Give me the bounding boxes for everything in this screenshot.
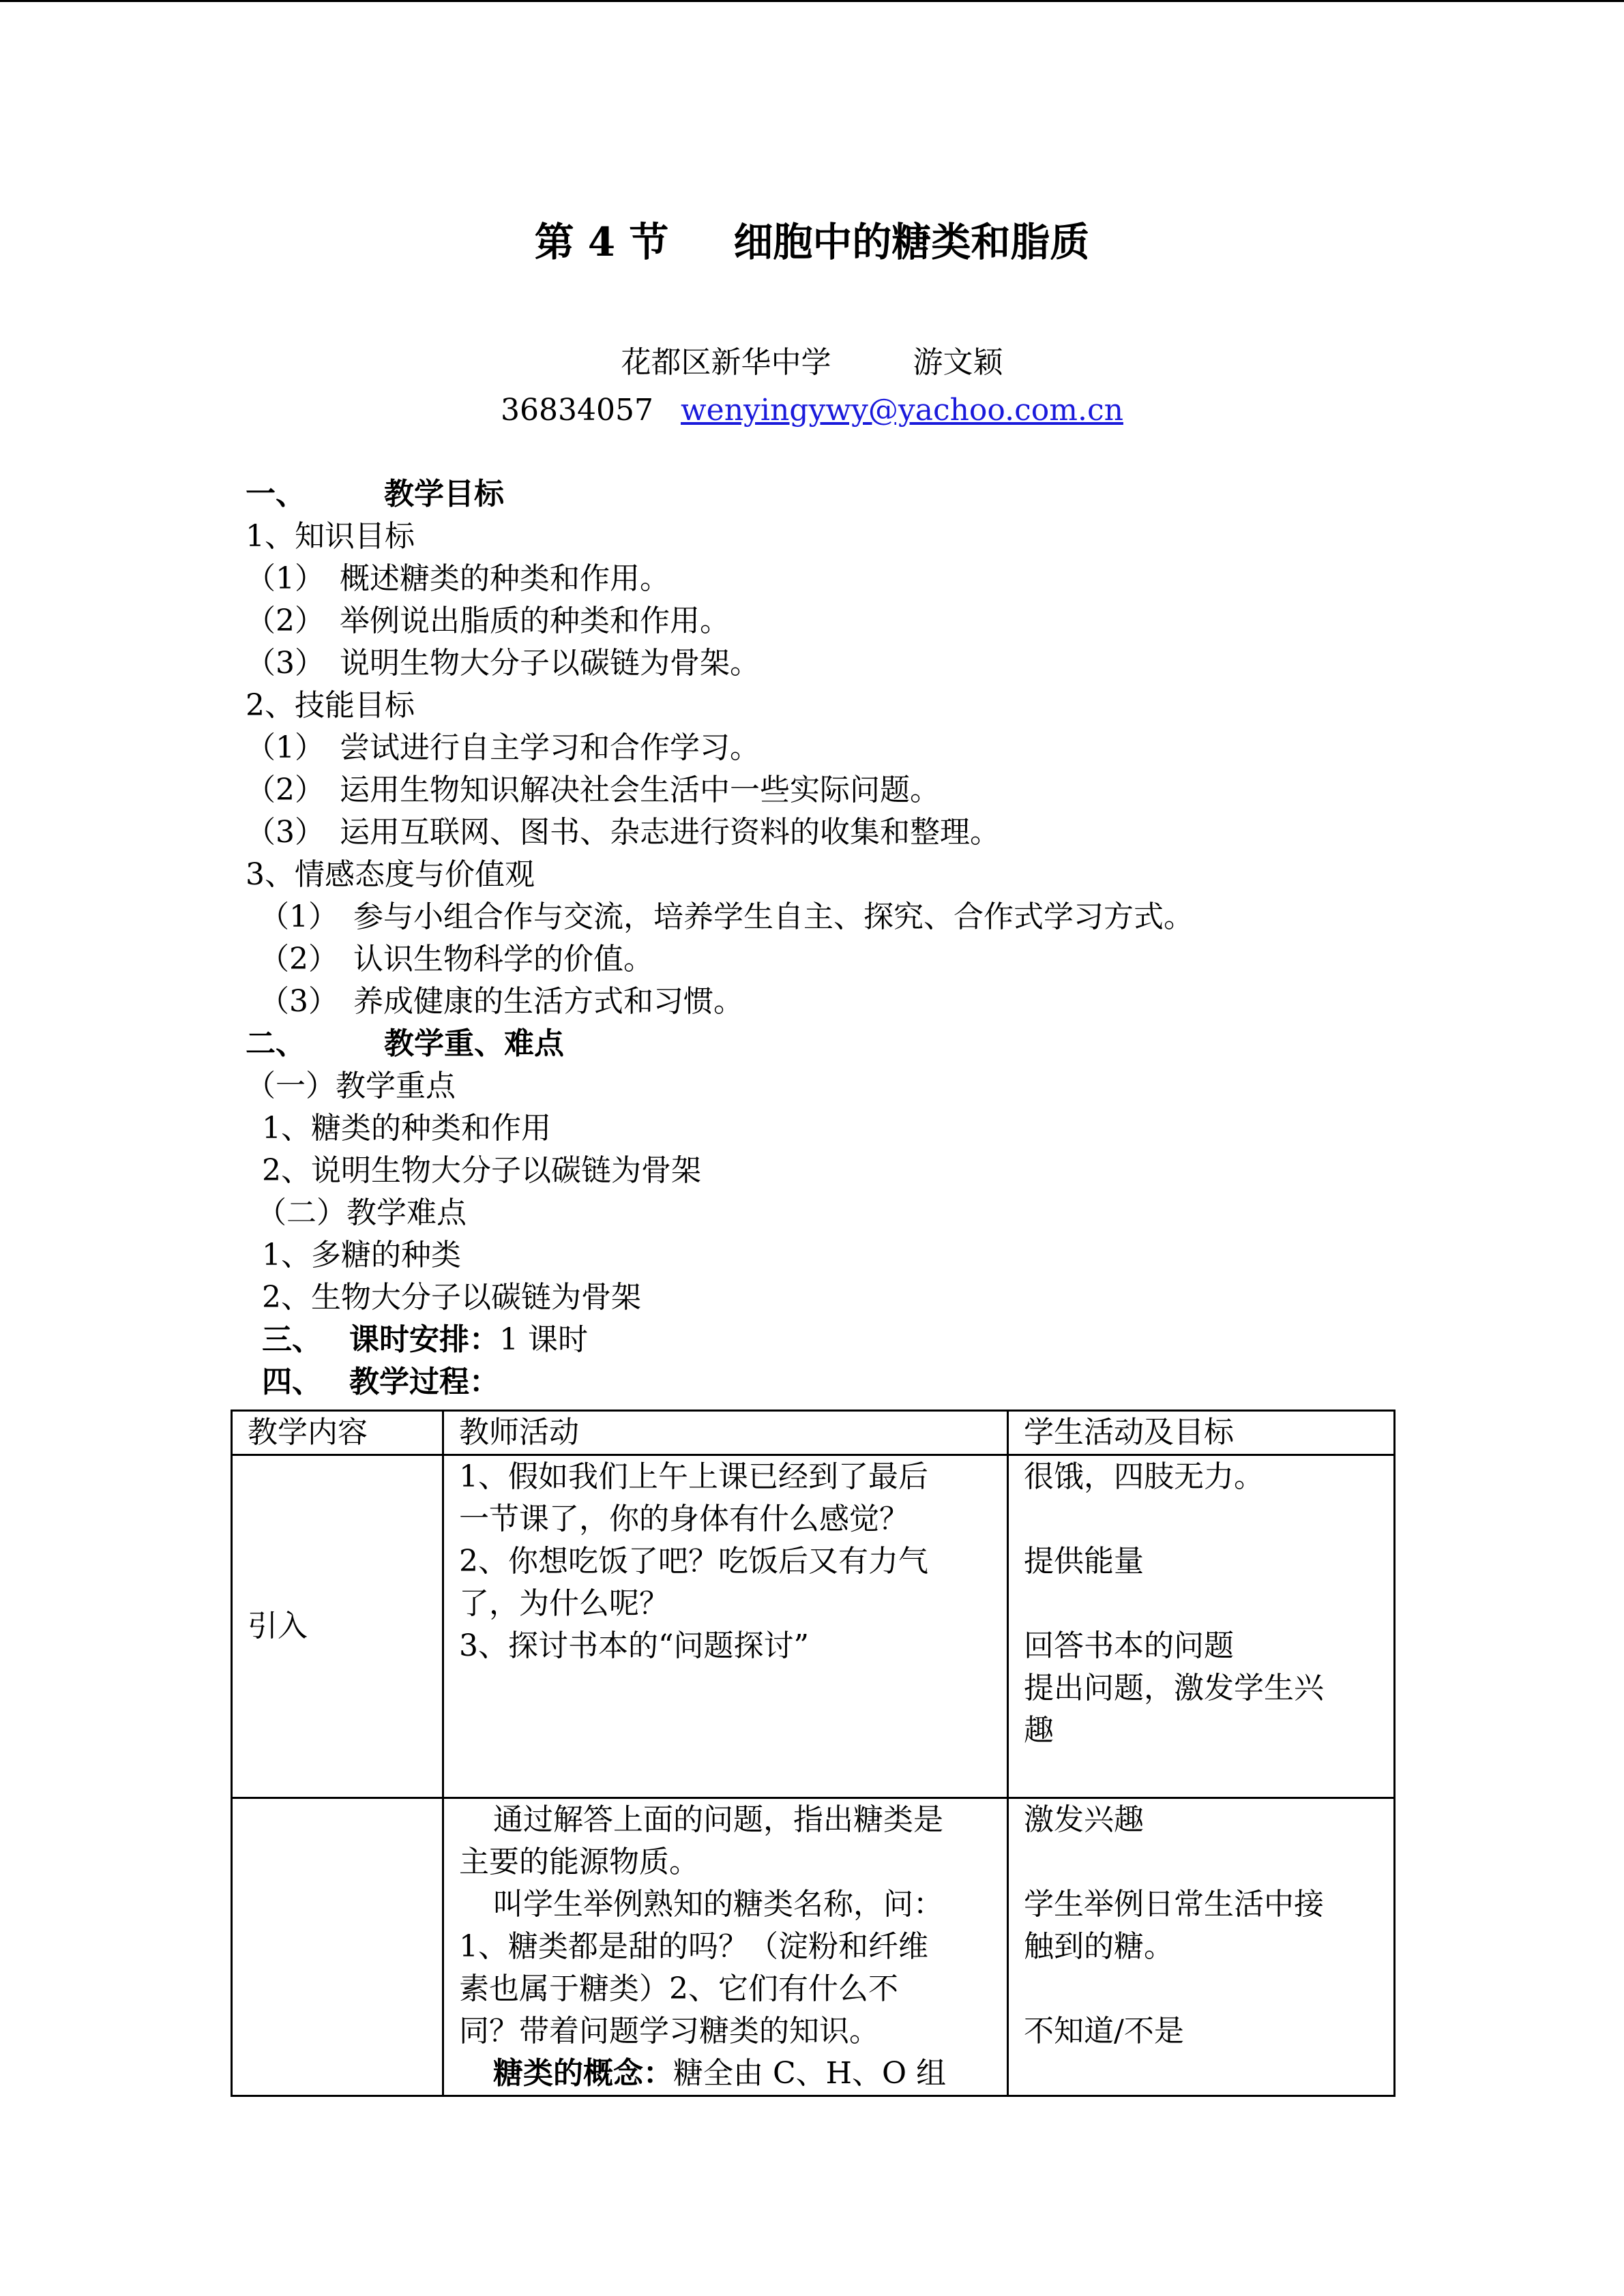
teaching-process-table <box>231 1410 1396 2097</box>
content-cell <box>232 1798 443 2096</box>
title-section-number: 第 4 节 <box>534 219 669 265</box>
section-title: 教学过程： <box>349 1365 499 1399</box>
list-item: 1、多糖的种类 <box>262 1238 461 1272</box>
author-phone: 36834057 <box>501 393 653 428</box>
author-email-link[interactable]: wenyingywy@yachoo.com.cn <box>681 393 1123 428</box>
subheading-skill: 2、技能目标 <box>246 688 415 723</box>
subheading-difficult: （二）教学难点 <box>256 1195 467 1230</box>
cell-line: 趣 <box>1024 1713 1054 1748</box>
author-school: 花都区新华中学 <box>621 345 831 380</box>
table-row <box>232 1455 1395 1798</box>
cell-line: 叫学生举例熟知的糖类名称，问： <box>493 1887 943 1922</box>
cell-line: 素也属于糖类）2、它们有什么不 <box>459 1971 898 2006</box>
cell-line: 不知道/不是 <box>1024 2014 1184 2048</box>
table-header-row <box>232 1411 1395 1455</box>
subheading-emotion: 3、情感态度与价值观 <box>246 857 535 892</box>
header-cell: 学生活动及目标 <box>1008 1411 1395 1455</box>
cell-line: 提出问题，激发学生兴 <box>1024 1671 1324 1705</box>
list-item: （2） 举例说出脂质的种类和作用。 <box>246 603 730 638</box>
section-heading-schedule <box>246 1319 1194 1361</box>
concept-label: 糖类的概念： <box>493 2056 673 2091</box>
cell-line: 了，为什么呢？ <box>459 1586 669 1621</box>
cell-line: 回答书本的问题 <box>1024 1628 1234 1663</box>
cell-line: 触到的糖。 <box>1024 1929 1174 1964</box>
section-heading-objectives <box>246 473 1194 516</box>
section-heading-key-points <box>246 1023 1194 1065</box>
cell-line: 通过解答上面的问题，指出糖类是 <box>493 1802 943 1837</box>
section-title: 课时安排： <box>349 1322 499 1357</box>
author-name: 游文颖 <box>913 345 1003 380</box>
cell-line: 激发兴趣 <box>1024 1802 1144 1837</box>
cell-line: 学生举例日常生活中接 <box>1024 1887 1324 1922</box>
student-cell <box>1008 1798 1395 2096</box>
list-item: （1） 概述糖类的种类和作用。 <box>246 561 670 596</box>
schedule-value: 1 课时 <box>499 1322 588 1357</box>
objectives-block <box>246 473 1194 1403</box>
list-item: （2） 认识生物科学的价值。 <box>259 942 653 976</box>
student-cell <box>1008 1455 1395 1798</box>
title-text: 细胞中的糖类和脂质 <box>733 219 1090 265</box>
section-number: 二、 <box>246 1026 306 1061</box>
list-item: 2、说明生物大分子以碳链为骨架 <box>262 1153 701 1188</box>
list-item: （2） 运用生物知识解决社会生活中一些实际问题。 <box>246 773 940 807</box>
spacer <box>1024 1583 1378 1625</box>
cell-line: 1、假如我们上午上课已经到了最后 <box>459 1459 928 1494</box>
concept-text: 糖全由 C、H、O 组 <box>673 2056 947 2091</box>
cell-line <box>459 2053 992 2095</box>
cell-line: 提供能量 <box>1024 1544 1144 1579</box>
teacher-cell <box>443 1798 1008 2096</box>
section-number: 三、 <box>262 1322 322 1357</box>
section-number: 一、 <box>246 477 306 511</box>
section-heading-process <box>246 1361 1194 1403</box>
header-cell: 教学内容 <box>232 1411 443 1455</box>
spacer <box>1024 1498 1378 1540</box>
subheading-knowledge: 1、知识目标 <box>246 519 415 554</box>
list-item: （1） 参与小组合作与交流，培养学生自主、探究、合作式学习方式。 <box>259 899 1194 934</box>
header-cell: 教师活动 <box>443 1411 1008 1455</box>
section-title: 教学目标 <box>384 477 504 511</box>
list-item: （1） 尝试进行自主学习和合作学习。 <box>246 730 760 765</box>
list-item: （3） 养成健康的生活方式和习惯。 <box>259 984 743 1019</box>
cell-line: 2、你想吃饭了吧？吃饭后又有力气 <box>459 1544 928 1579</box>
spacer <box>1024 1968 1378 2010</box>
author-line <box>0 338 1624 381</box>
list-item: （3） 说明生物大分子以碳链为骨架。 <box>246 646 760 681</box>
section-number: 四、 <box>262 1365 322 1399</box>
table-row <box>232 1798 1395 2096</box>
list-item: 2、生物大分子以碳链为骨架 <box>262 1280 641 1315</box>
cell-line: 同？带着问题学习糖类的知识。 <box>459 2014 879 2048</box>
subheading-key: （一）教学重点 <box>246 1069 456 1103</box>
cell-line: 主要的能源物质。 <box>459 1845 699 1879</box>
list-item: （3） 运用互联网、图书、杂志进行资料的收集和整理。 <box>246 815 1000 850</box>
teacher-cell <box>443 1455 1008 1798</box>
contact-line <box>0 393 1624 428</box>
cell-line: 很饿，四肢无力。 <box>1024 1459 1264 1494</box>
cell-line: 1、糖类都是甜的吗？（淀粉和纤维 <box>459 1929 928 1964</box>
content-cell: 引入 <box>232 1455 443 1798</box>
page-title <box>0 210 1624 267</box>
cell-line: 一节课了，你的身体有什么感觉？ <box>459 1502 909 1536</box>
spacer <box>1024 1841 1378 1883</box>
cell-line: 3、探讨书本的“问题探讨” <box>459 1628 809 1663</box>
section-title: 教学重、难点 <box>384 1026 564 1061</box>
list-item: 1、糖类的种类和作用 <box>262 1111 551 1146</box>
